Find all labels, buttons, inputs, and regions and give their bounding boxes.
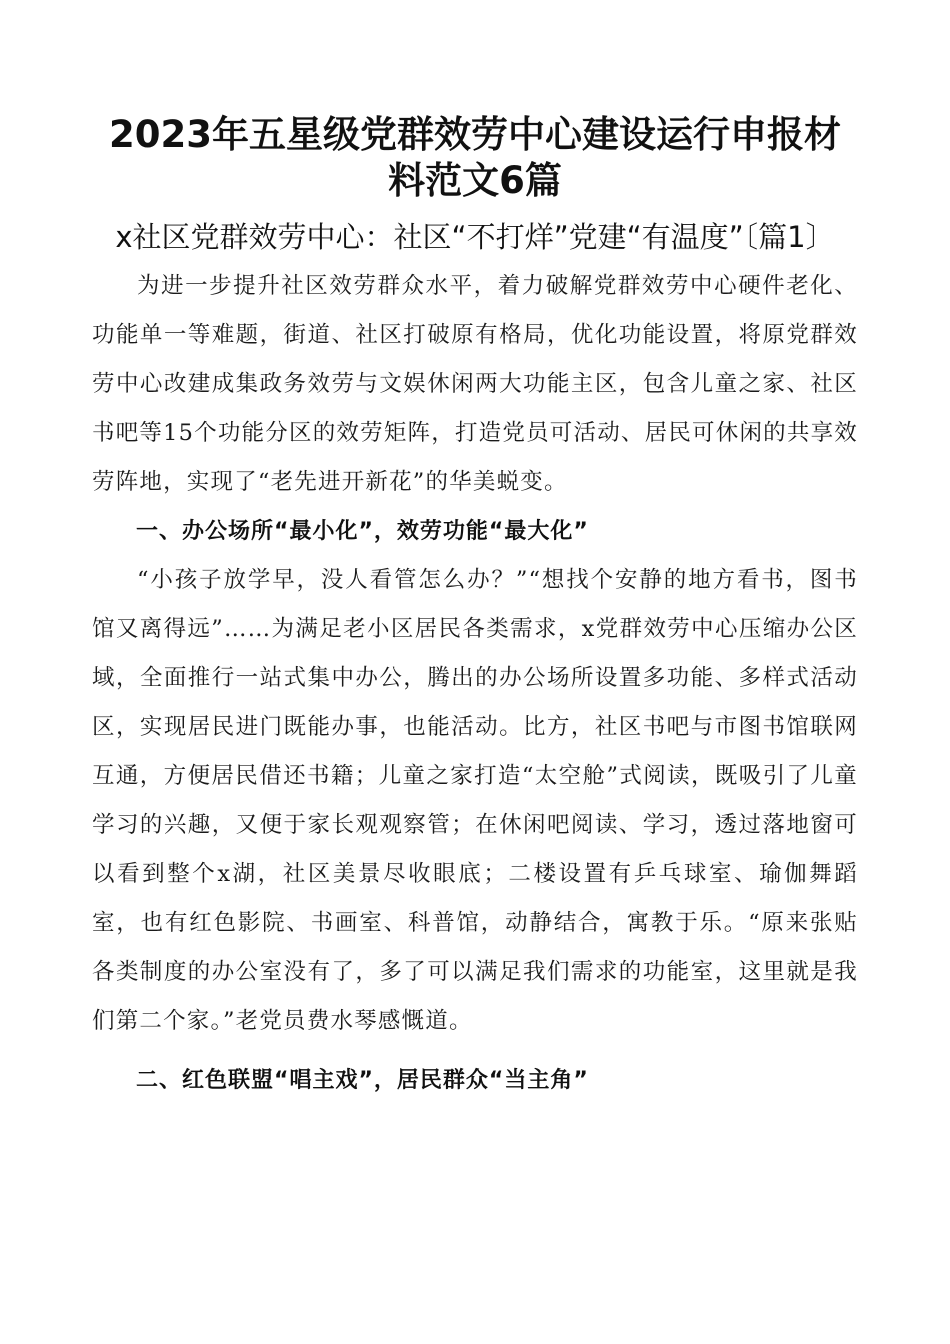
- heading-two: 二、红色联盟“唱主戏”，居民群众“当主角”: [136, 1068, 589, 1093]
- document-title: 2023年五星级党群效劳中心建设运行申报材料范文6篇: [109, 113, 841, 202]
- intro-paragraph: 为进一步提升社区效劳群众水平，着力破解党群效劳中心硬件老化、功能单一等难题，街道、社区打破原有格局，优化功能设置，将原党群效劳中心改建成集政务效劳与文娱休闲两大功能主区，包含儿童之家、社区书吧等15个功能分区的效劳矩阵，打造党员可活动、居民可休闲的共享效劳阵地，实现了“老先进开新花”的华美蜕变。: [92, 273, 858, 495]
- body-paragraph-one: “小孩子放学早，没人看管怎么办？”“想找个安静的地方看书，图书馆又离得远”……为满足老小区居民各类需求，x党群效劳中心压缩办公区域，全面推行一站式集中办公，腾出的办公场所设置多功能、多样式活动区，实现居民进门既能办事，也能活动。比方，社区书吧与市图书馆联网互通，方便居民借还书籍；儿童之家打造“太空舱”式阅读，既吸引了儿童学习的兴趣，又便于家长观观察管；在休闲吧阅读、学习，透过落地窗可以看到整个x湖，社区美景尽收眼底；二楼设置有乒乓球室、瑜伽舞蹈室，也有红色影院、书画室、科普馆，动静结合，寓教于乐。“原来张贴各类制度的办公室没有了，多了可以满足我们需求的功能室，这里就是我们第二个家。”老党员费水琴感慨道。: [92, 567, 858, 1034]
- section-title: x社区党群效劳中心：社区“不打烊”党建“有温度”〔篇1〕: [115, 220, 835, 254]
- heading-one: 一、办公场所“最小化”，效劳功能“最大化”: [136, 519, 589, 544]
